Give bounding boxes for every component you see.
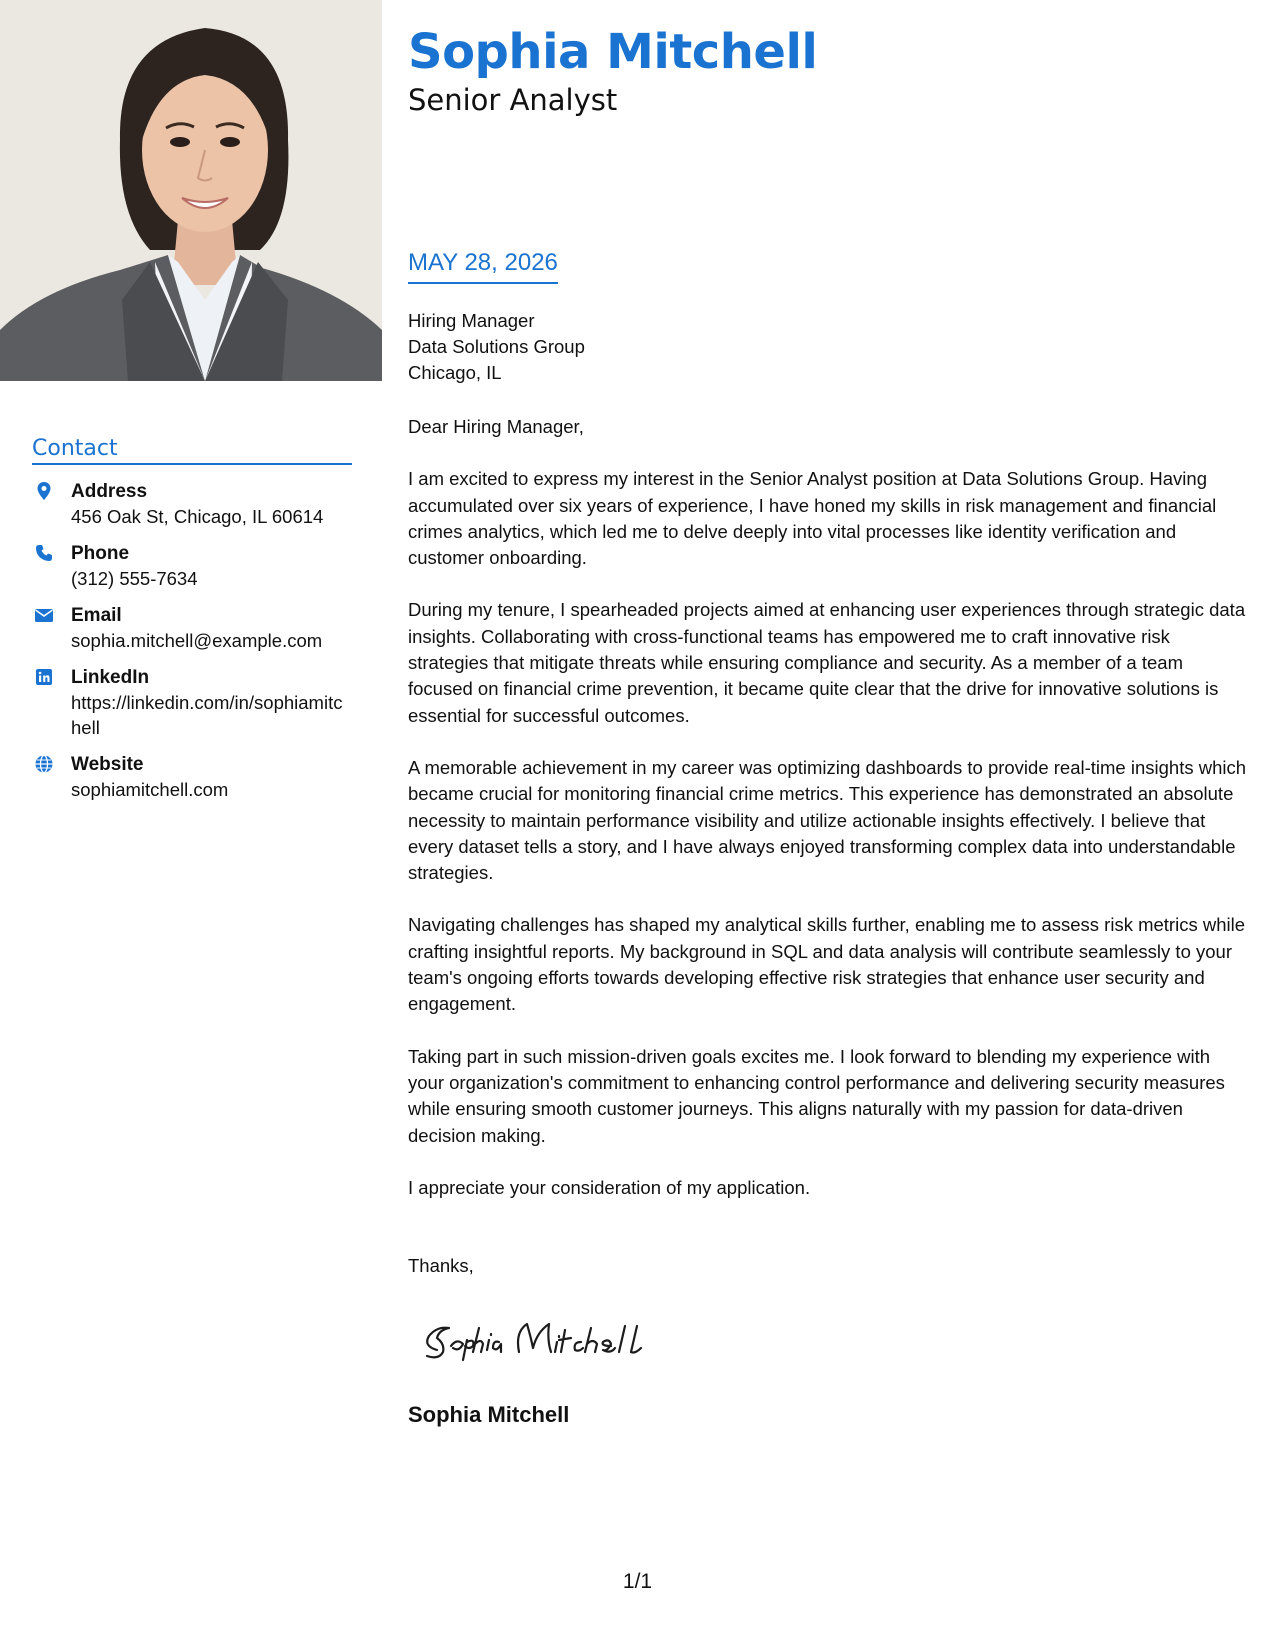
contact-item-phone	[32, 541, 352, 591]
phone-value: (312) 555-7634	[71, 568, 198, 589]
globe-icon	[34, 754, 54, 774]
handwritten-signature	[415, 1310, 675, 1366]
body-paragraph: Navigating challenges has shaped my analytical skills further, enabling me to assess risk metrics while crafting insightful reports. My background in SQL and data analysis will contribute seamlessly to your team's ongoing efforts towards developing effective risk strategies that enhance user security and engagement.	[408, 914, 1245, 1015]
signature-image	[415, 1310, 675, 1366]
contact-item-website	[32, 752, 352, 802]
signer-name: Sophia Mitchell	[408, 1402, 570, 1427]
recipient-line: Chicago, IL	[408, 362, 502, 383]
body-paragraph: A memorable achievement in my career was optimizing dashboards to provide real-time insights which became crucial for monitoring financial crime metrics. This experience has demonstrated an absolute necessity to maintain performance visibility and utilize actionable insights effectively. I believe that every dataset tells a story, and I have always enjoyed transforming complex data into understandable strategies.	[408, 756, 1247, 884]
salutation: Dear Hiring Manager,	[408, 416, 584, 437]
linkedin-icon	[34, 667, 54, 687]
body-paragraph: I am excited to express my interest in the Senior Analyst position at Data Solutions Group. Having accumulated over six years of experience, I have honed my skills in risk management and financial crimes analytics, which led me to delve deeply into vital processes like identity verification and customer onboarding.	[408, 468, 1217, 569]
envelope-icon	[34, 605, 54, 625]
contact-label: LinkedIn	[71, 667, 150, 688]
body-paragraph: Taking part in such mission-driven goals excites me. I look forward to blending my experience with your organization's commitment to enhancing control performance and delivering security measures while ensuring smooth customer journeys. This aligns naturally with my passion for data-driven decision making.	[408, 1045, 1225, 1146]
profile-photo	[0, 0, 382, 381]
recipient-block	[408, 308, 1248, 386]
contact-label: Website	[71, 754, 144, 775]
letter-date: MAY 28, 2026	[408, 248, 558, 284]
closing: Thanks,	[408, 1255, 474, 1277]
letter-header	[408, 22, 817, 118]
applicant-name: Sophia Mitchell	[408, 24, 818, 80]
website-link[interactable]: sophiamitchell.com	[71, 779, 229, 800]
contact-item-linkedin	[32, 665, 352, 740]
letter-body	[408, 308, 1248, 1279]
contact-label: Address	[71, 481, 148, 502]
contact-label: Phone	[71, 543, 130, 564]
contact-heading: Contact	[32, 436, 352, 465]
address-value: 456 Oak St, Chicago, IL 60614	[71, 506, 324, 527]
recipient-line: Hiring Manager	[408, 310, 535, 331]
contact-item-email	[32, 603, 352, 653]
linkedin-link[interactable]: https://linkedin.com/in/sophiamitchell	[71, 692, 343, 738]
portrait-illustration	[0, 0, 382, 381]
applicant-title: Senior Analyst	[408, 83, 618, 117]
page-number: 1/1	[622, 1570, 653, 1593]
map-pin-icon	[34, 481, 54, 501]
body-paragraph: I appreciate your consideration of my application.	[408, 1176, 811, 1198]
contact-label: Email	[71, 605, 122, 626]
phone-icon	[34, 543, 54, 563]
contact-item-address	[32, 479, 352, 529]
recipient-line: Data Solutions Group	[408, 336, 585, 357]
email-link[interactable]: sophia.mitchell@example.com	[71, 630, 323, 651]
body-paragraph: During my tenure, I spearheaded projects aimed at enhancing user experiences through strategic data insights. Collaborating with cross-functional teams has empowered me to craft innovative risk strategies that mitigate threats while ensuring compliance and security. As a member of a team focused on financial crime prevention, it became quite clear that the drive for innovative solutions is essential for successful outcomes.	[408, 599, 1246, 726]
contact-section	[32, 436, 352, 814]
